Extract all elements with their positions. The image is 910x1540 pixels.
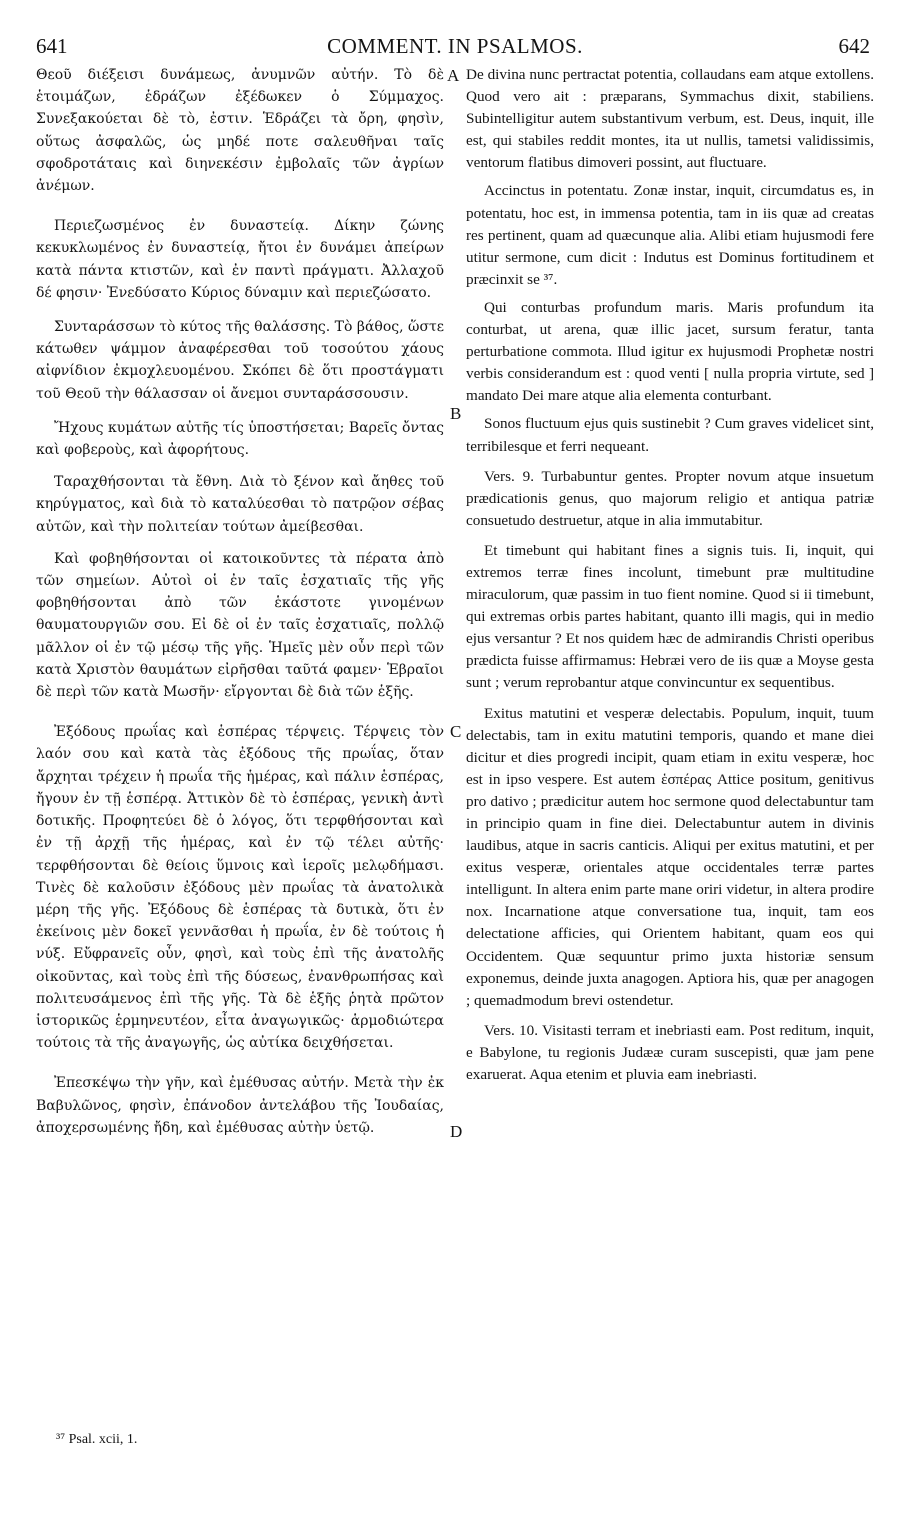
- greek-paragraph: Καὶ φοβηθήσονται οἱ κατοικοῦντες τὰ πέρατα ἀπὸ τῶν σημείων. Αὐτοὶ οἱ ἐν ταῖς ἐσχατιαῖς τῆς γῆς φοβηθήσονται ἀπὸ τῶν ἑκάστοτε γινομένων θαυματουργιῶν σου. Εἰ δὲ οἱ ἐν ταῖς ἐσχατιαῖς, πολλῷ μᾶλλον οἱ ἐν τῷ μέσῳ τῆς γῆς. Ἡμεῖς μὲν οὖν περὶ τῶν κατὰ Χριστὸν θαυμάτων εἰρῆσθαι ταῦτά φαμεν· Ἑβραῖοι δὲ περὶ τῶν κατὰ Μωσῆν· εἴργονται δὲ διὰ τῶν ἑξῆς.: [36, 550, 444, 701]
- latin-paragraph: Et timebunt qui habitant fines a signis tuis. Ii, inquit, qui extremos terræ fines incolunt, timebunt præ multitudine miraculorum, quæ passim in tuo fient nomine. Quod si ii timebunt, qui extremas orbis partes habitant, quanto illi magis, qui in medio ejus versantur ? Et nos quidem hæc de admirandis Christi operibus prædicta fuisse affirmamus: Hebræi vero de iis quæ a Moyse gesta sunt ; verum reprobantur atque convincuntur ex sequentibus.: [466, 541, 874, 692]
- greek-paragraph: Ἐξόδους πρωΐας καὶ ἑσπέρας τέρψεις. Τέρψεις τὸν λαόν σου καὶ κατὰ τὰς ἐξόδους τῆς πρωΐας, ὅταν ἄρχηται τρέχειν ἡ πρωΐα τῆς ἡμέρας, καὶ πάλιν ἑσπέρας, ἤγουν ἐν τῇ ἑσπέρᾳ. Ἀττικὸν δὲ τὸ ἑσπέρας, γενικὴ ἀντὶ δοτικῆς. Προφητεύει δὲ ὁ λόγος, ὅτι τερφθήσονται καὶ ἐν τῇ ἀρχῇ τῆς ἡμέρας, καὶ ἐν τῷ τέλει αὐτῆς· τερφθήσονται δὲ θείοις ὕμνοις καὶ ἱεροῖς μελῳδήμασι. Τινὲς δὲ καλοῦσιν ἐξόδους μὲν πρωΐας τὰ ἀνατολικὰ μέρη τῆς γῆς. Ἐξόδους δὲ ἑσπέρας τὰ δυτικὰ, ὅτι ἐν ἐκείνοις μὲν δοκεῖ γεννᾶσθαι ἡ πρωΐα, ἐν δὲ τούτοις ἡ νύξ. Εὔφρανεῖς οὖν, φησὶ, καὶ τοὺς ἐπὶ τῆς ἀνατολῆς οἰκοῦντας, καὶ τοὺς ἐπὶ τῆς δύσεως, ἐνανθρωπήσας καὶ πολιτευσάμενος ἐπὶ τῆς γῆς. Τὰ δὲ ἑξῆς ῥητὰ πρῶτον ἱστορικῶς ἑρμηνευτέον, εἶτα ἀναγωγικῶς· ἁρμοδιώτερα τούτοις τὰ τῆς ἀναγωγῆς, ὡς αὐτίκα δειχθήσεται.: [36, 724, 444, 1052]
- latin-paragraph: Vers. 10. Visitasti terram et inebriasti eam. Post reditum, inquit, e Babylone, tu regionis Judææ curam suscepisti, quæ jam pene exaruerat. Aqua etenim et pluvia eam inebriasti.: [466, 1021, 874, 1084]
- latin-paragraph: Exitus matutini et vesperæ delectabis. Populum, inquit, tuum delectabis, tam in exitu matutini temporis, quando et mane diei dicitur et dies progredi incipit, quam etiam in exitu vesperæ, hoc est in ipso vespere. Est autem ἑσπέρας Attice positum, genitivus pro dativo ; prædicitur autem hoc sermone quod delectabuntur tam in principio quam in fine diei. Delectabuntur autem in divinis laudibus, atque in sacris canticis. Aliqui per exitus matutini, et per exitus vesperæ, orientales atque occidentales terræ partes intelligunt. In altera enim parte mane oriri videtur, in altera prodire nox. Incarnatione atque conversatione tua, inquit, tam eos delectatione afficies, qui Orientem habitant, quam eos qui Occidentem. Quæ sequuntur primo juxta historiæ sensum exponemus, deinde juxta anagogen. Aptiora his, quæ per anagogen ; quemadmodum brevi ostendetur.: [466, 704, 874, 1009]
- greek-paragraph: Ἐπεσκέψω τὴν γῆν, καὶ ἐμέθυσας αὐτήν. Μετὰ τὴν ἐκ Βαβυλῶνος, φησὶν, ἐπάνοδον ἀντελάβου τῆς Ἰουδαίας, ἀποχερσωμένης ἤδη, καὶ ἐμέθυσας αὐτὴν ὑετῷ.: [36, 1075, 444, 1136]
- greek-paragraph: Περιεζωσμένος ἐν δυναστείᾳ. Δίκην ζώνης κεκυκλωμένος ἐν δυναστείᾳ, ἤτοι ἐν δυνάμει ἀπείρων κατὰ πάντα κτιστῶν, καὶ ἐν παντὶ πράγματι. Ἀλλαχοῦ δέ φησιν· Ἐνεδύσατο Κύριος δύναμιν καὶ περιεζώσατο.: [36, 218, 444, 301]
- running-title: COMMENT. IN PSALMOS.: [327, 34, 583, 58]
- running-header: [0, 34, 910, 58]
- margin-letter-b: B: [450, 404, 462, 423]
- margin-letter-d: D: [450, 1122, 463, 1141]
- greek-paragraph: Ταραχθήσονται τὰ ἔθνη. Διὰ τὸ ξένον καὶ ἄηθες τοῦ κηρύγματος, καὶ διὰ τὸ καταλύεσθαι τὸ πατρῷον σέβας αὐτῶν, καὶ τὴν πολιτείαν τούτων ἀμείβεσθαι.: [36, 474, 444, 535]
- greek-column: [36, 64, 444, 1139]
- greek-paragraph: Ἤχους κυμάτων αὐτῆς τίς ὑποστήσεται; Βαρεῖς ὄντας καὶ φοβεροὺς, καὶ ἀφορήτους.: [36, 419, 444, 459]
- footnote: ³⁷ Psal. xcii, 1.: [56, 1432, 138, 1447]
- latin-paragraph: Qui conturbas profundum maris. Maris profundum ita conturbat, ut arena, quæ illic jacet, sursum feratur, tanta perturbatione commota. Illud igitur ex hujusmodi Prophetæ nostri verbis considerandum est : quod venti [ nulla propria virtute, sed ] mandato Dei mare atque alia elementa conturbant.: [466, 298, 874, 405]
- margin-letter-a: A: [447, 66, 460, 85]
- greek-paragraph: Θεοῦ διέξεισι δυνάμεως, ἀνυμνῶν αὐτήν. Τὸ δὲ ἑτοιμάζων, ἑδράζων ἐξέδωκεν ὁ Σύμμαχος. Συνεξακούεται δὲ τὸ, ἐστιν. Ἑδράζει τὰ ὄρη, φησὶν, οὕτως ἀσφαλῶς, ὡς μηδέ ποτε σαλευθῆναι ταῖς σφοδροτάταις καὶ διηνεκέσιν ἐμβολαῖς τῶν ἀγρίων ἀνέμων.: [36, 67, 444, 195]
- latin-column: [466, 64, 874, 1086]
- latin-paragraph: Accinctus in potentatu. Zonæ instar, inquit, circumdatus es, in potentatu, hoc est, in immensa potentia, tam in iis quæ ad creatas res pertinent, quam ad quæcunque alia. Alibi etiam hujusmodi fere utitur sermone, cum dicit : Indutus est Dominus fortitudinem et præcinxit se ³⁷.: [466, 182, 874, 288]
- margin-letter-c: C: [450, 722, 462, 741]
- latin-paragraph: De divina nunc pertractat potentia, collaudans eam atque extollens. Quod vero ait : præparans, Symmachus dixit, stabiliens. Subintelligitur autem substantivum verbum, est. Deus, inquit, ille est, qui stabiles reddit montes, ita ut nullis, tametsi validissimis, ventorum flatibus dimoveri possint, aut fluctuare.: [466, 66, 874, 172]
- greek-paragraph: Συνταράσσων τὸ κύτος τῆς θαλάσσης. Τὸ βάθος, ὥστε κάτωθεν ψάμμον ἀναφέρεσθαι τοῦ τοσούτου χάους αἰφνίδιον ἐκμοχλευομένου. Σκόπει δὲ ὅτι προστάγματι τοῦ Θεοῦ τὴν θάλασσαν οἱ ἄνεμοι συνταράσσουσιν.: [36, 319, 444, 402]
- page-number-right: 642: [838, 34, 870, 58]
- page-number-left: 641: [36, 34, 68, 58]
- latin-paragraph: Vers. 9. Turbabuntur gentes. Propter novum atque insuetum prædicationis genus, quo majorum religio et antiqua patriæ consuetudo destruetur, atque in alia immutabitur.: [466, 467, 874, 529]
- latin-paragraph: Sonos fluctuum ejus quis sustinebit ? Cum graves videlicet sint, terribilesque et ferri nequeant.: [466, 415, 874, 455]
